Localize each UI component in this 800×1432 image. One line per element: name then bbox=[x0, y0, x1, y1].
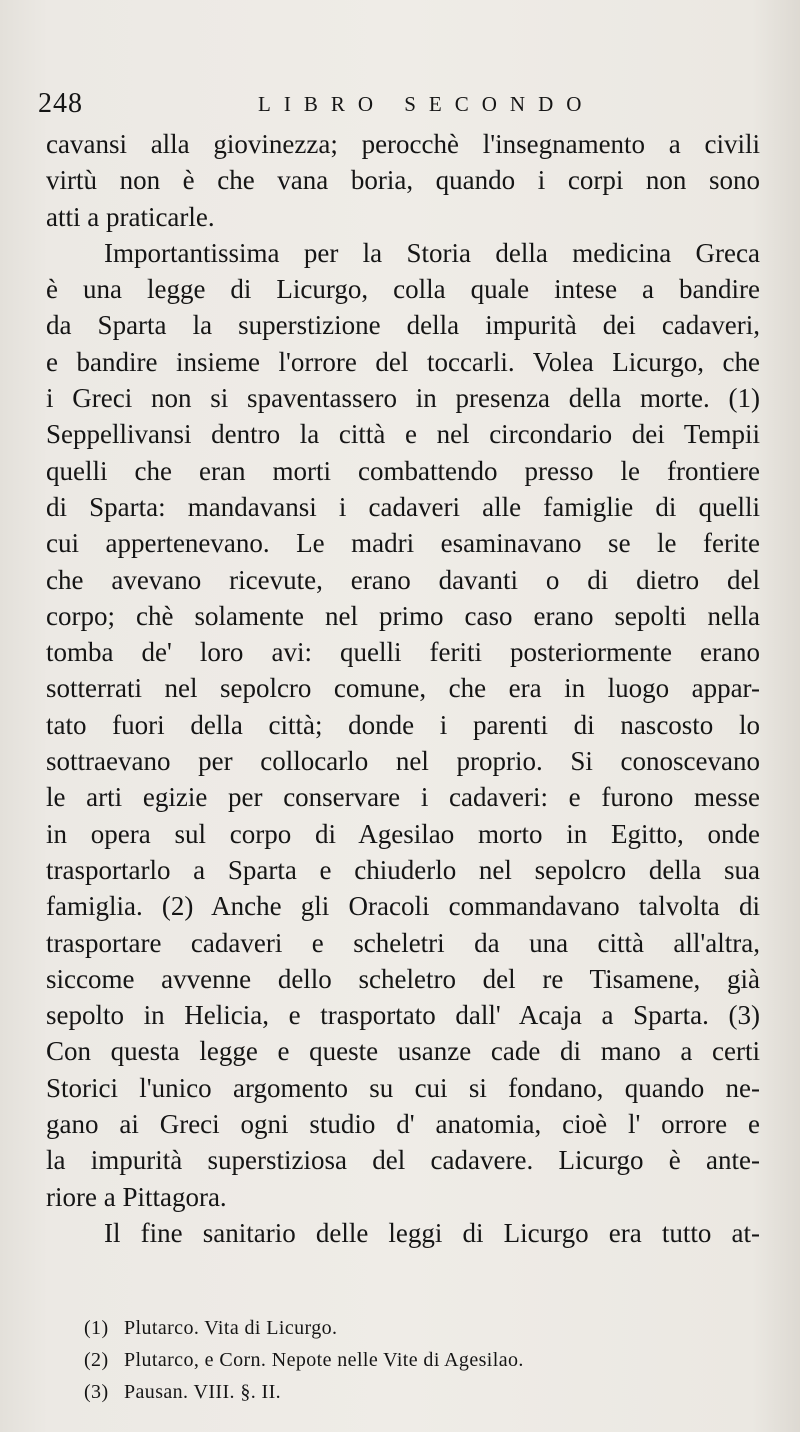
text-line: tato fuori della città; donde i parenti di nascosto lo bbox=[46, 709, 760, 740]
text-line: sottraevano per collocarlo nel proprio. Si conoscevano bbox=[46, 746, 760, 777]
text-line: di Sparta: mandavansi i cadaveri alle famiglie di quelli bbox=[46, 491, 760, 522]
text-line: sotterrati nel sepolcro comune, che era in luogo appar- bbox=[46, 673, 760, 704]
text-line: siccome avvenne dello scheletro del re Tisamene, già bbox=[46, 963, 760, 994]
running-title: LIBRO SECONDO bbox=[258, 92, 595, 116]
footnote bbox=[84, 1312, 704, 1344]
text-line: è una legge di Licurgo, colla quale intese a bandire bbox=[46, 274, 760, 305]
text-line: sepolto in Helicia, e trasportato dall' Acaja a Sparta. (3) bbox=[46, 1000, 760, 1031]
footnote-mark: (3) bbox=[84, 1381, 109, 1403]
footnotes bbox=[84, 1312, 704, 1408]
text-line: famiglia. (2) Anche gli Oracoli commandavano talvolta di bbox=[46, 891, 760, 922]
footnote bbox=[84, 1344, 704, 1376]
text-line: Storici l'unico argomento su cui si fondano, quando ne- bbox=[46, 1072, 760, 1103]
text-line: la impurità superstiziosa del cadavere. Licurgo è ante- bbox=[46, 1145, 760, 1176]
text-line: da Sparta la superstizione della impurità dei cadaveri, bbox=[46, 310, 760, 341]
text-line: Il fine sanitario delle leggi di Licurgo era tutto at- bbox=[104, 1217, 760, 1248]
text-line: tomba de' loro avi: quelli feriti posteriormente erano bbox=[46, 637, 760, 668]
text-line: quelli che eran morti combattendo presso le frontiere bbox=[46, 455, 760, 486]
text-line: corpo; chè solamente nel primo caso erano sepolti nella bbox=[46, 600, 760, 631]
running-head bbox=[38, 88, 760, 124]
footnote bbox=[84, 1376, 704, 1408]
text-line: i Greci non si spaventassero in presenza della morte. (1) bbox=[46, 383, 760, 414]
text-line: gano ai Greci ogni studio d' anatomia, cioè l' orrore e bbox=[46, 1109, 760, 1140]
text-line: trasportarlo a Sparta e chiuderlo nel sepolcro della sua bbox=[46, 854, 760, 885]
body-text bbox=[46, 126, 760, 1251]
footnote-text: Pausan. VIII. §. II. bbox=[124, 1381, 282, 1403]
text-line: e bandire insieme l'orrore del toccarli. Volea Licurgo, che bbox=[46, 346, 760, 377]
page-number: 248 bbox=[38, 88, 83, 119]
text-line: Con questa legge e queste usanze cade di mano a certi bbox=[46, 1036, 760, 1067]
text-line: cavansi alla giovinezza; perocchè l'insegnamento a civili bbox=[46, 129, 760, 159]
footnote-text: Plutarco, e Corn. Nepote nelle Vite di Agesilao. bbox=[124, 1349, 524, 1371]
text-line: riore a Pittagora. bbox=[46, 1181, 227, 1212]
footnote-text: Plutarco. Vita di Licurgo. bbox=[124, 1317, 338, 1339]
text-line: cui appertenevano. Le madri esaminavano se le ferite bbox=[46, 528, 760, 559]
text-line: Seppellivansi dentro la città e nel circondario dei Tempii bbox=[46, 419, 760, 450]
text-line: trasportare cadaveri e scheletri da una città all'altra, bbox=[46, 927, 760, 958]
text-line: che avevano ricevute, erano davanti o di dietro del bbox=[46, 564, 760, 595]
text-line: le arti egizie per conservare i cadaveri: e furono messe bbox=[46, 782, 760, 813]
footnote-mark: (1) bbox=[84, 1317, 109, 1339]
text-line: atti a praticarle. bbox=[46, 201, 215, 232]
text-line: virtù non è che vana boria, quando i corpi non sono bbox=[46, 165, 760, 196]
text-line: in opera sul corpo di Agesilao morto in Egitto, onde bbox=[46, 818, 760, 849]
text-line: Importantissima per la Storia della medicina Greca bbox=[104, 237, 760, 268]
footnote-mark: (2) bbox=[84, 1349, 109, 1371]
